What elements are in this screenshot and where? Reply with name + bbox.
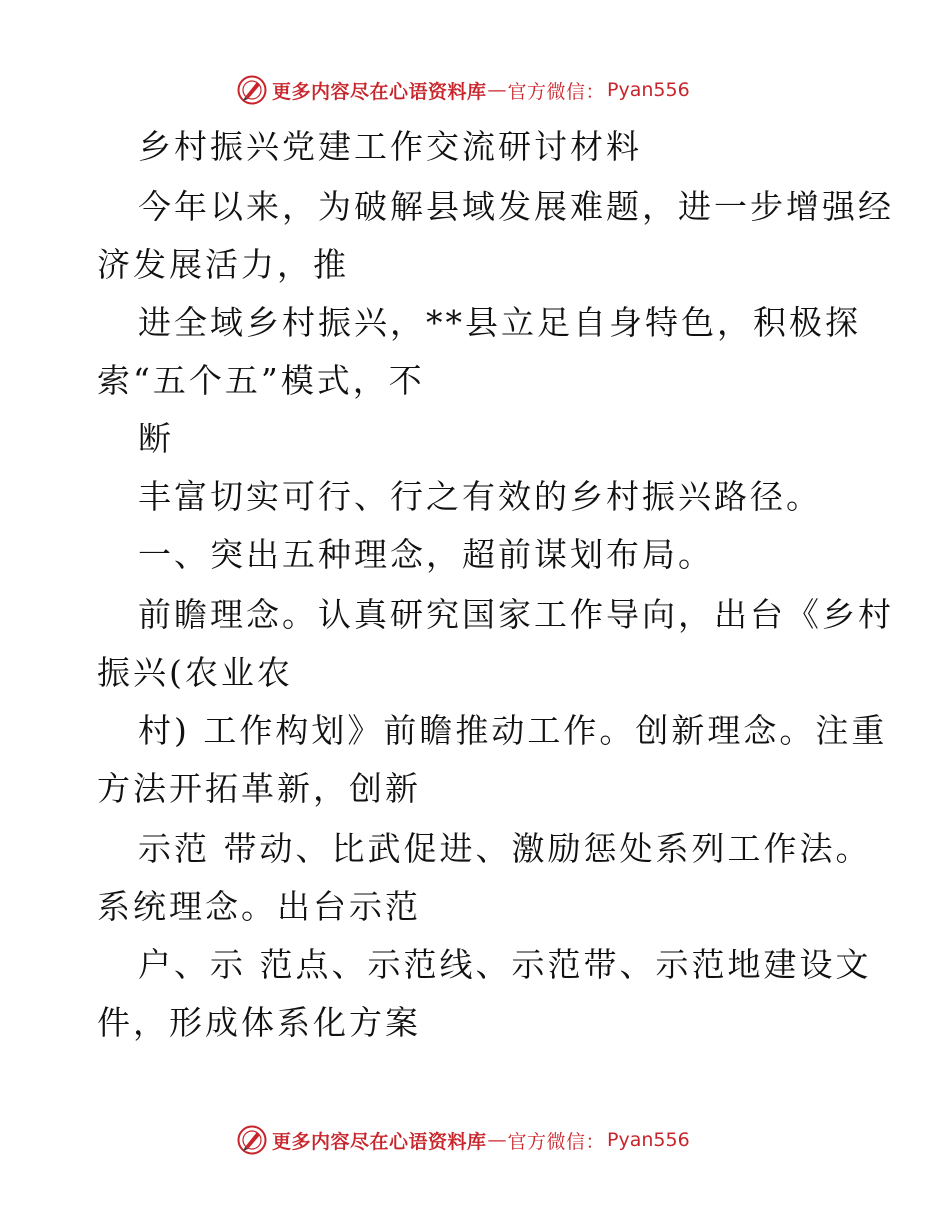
header-official-label: 官方微信： — [507, 80, 606, 103]
text-line: 济发展活力，推 — [97, 245, 349, 284]
text-line: 断 — [138, 419, 174, 458]
footer-site-name: 更多内容尽在心语资料库 — [272, 1130, 487, 1153]
text-line: 件，形成体系化方案 — [97, 1003, 421, 1042]
pen-logo-icon — [236, 1124, 268, 1156]
pen-logo-icon — [236, 74, 268, 106]
text-line: 系统理念。出台示范 — [97, 887, 421, 926]
header-site-name: 更多内容尽在心语资料库 — [272, 80, 487, 103]
header-wechat-id: Pyan556 — [607, 79, 690, 101]
text-line: 村) 工作构划》前瞻推动工作。创新理念。注重 — [138, 711, 888, 750]
footer-wechat-id: Pyan556 — [607, 1129, 690, 1151]
text-line: 丰富切实可行、行之有效的乡村振兴路径。 — [138, 477, 822, 516]
header-banner — [236, 73, 690, 107]
header-separator: — — [487, 79, 507, 101]
text-line: 前瞻理念。认真研究国家工作导向，出台《乡村 — [138, 595, 894, 634]
footer-separator: — — [487, 1129, 507, 1151]
document-title: 乡村振兴党建工作交流研讨材料 — [138, 127, 642, 166]
footer-banner — [236, 1123, 690, 1157]
text-line: 方法开拓革新，创新 — [97, 769, 421, 808]
text-line: 户、示 范点、示范线、示范带、示范地建设文 — [138, 945, 872, 984]
text-line: 振兴(农业农 — [97, 653, 293, 692]
text-line: 进全域乡村振兴，**县立足自身特色，积极探 — [138, 303, 861, 342]
text-line: 今年以来，为破解县域发展难题，进一步增强经 — [138, 187, 894, 226]
text-line: 索“五个五”模式，不 — [97, 361, 425, 400]
text-line: 示范 带动、比武促进、激励惩处系列工作法。 — [138, 829, 872, 868]
section-heading: 一、突出五种理念，超前谋划布局。 — [138, 535, 714, 574]
footer-official-label: 官方微信： — [507, 1130, 606, 1153]
